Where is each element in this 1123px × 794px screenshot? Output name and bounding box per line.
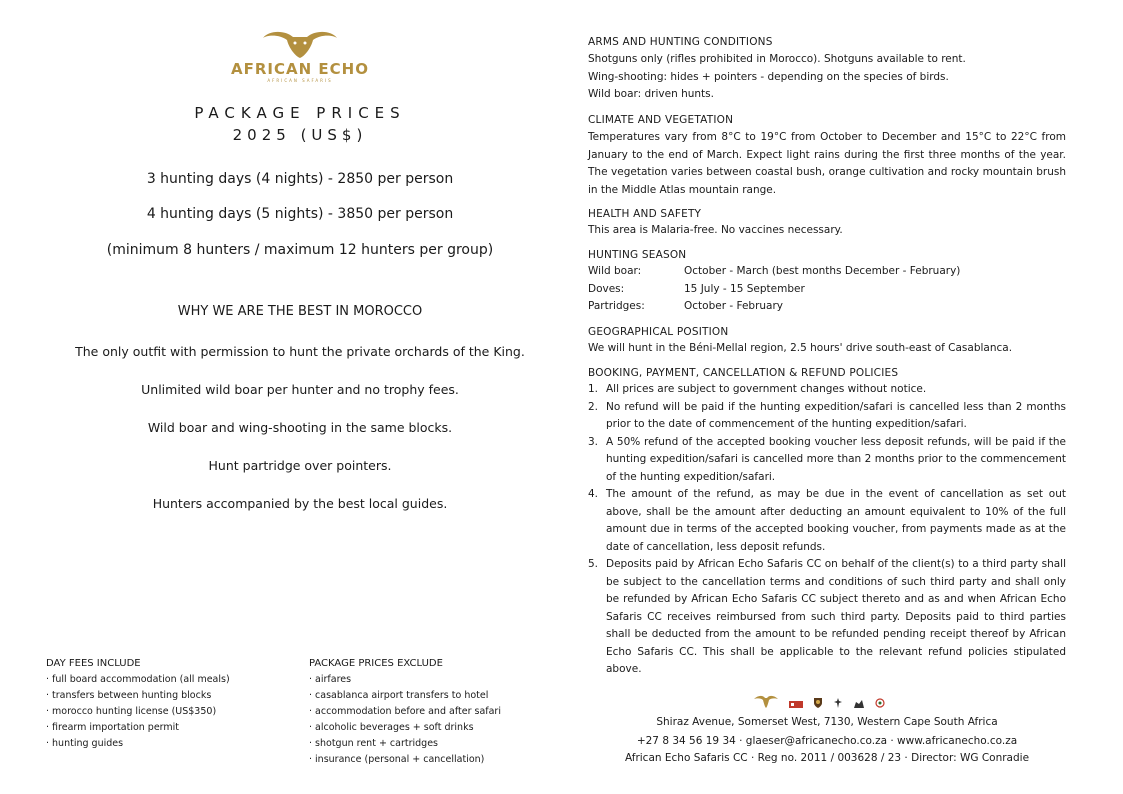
policy-item	[588, 434, 1066, 487]
include-item: · morocco hunting license (US$350)	[46, 706, 217, 717]
season-dates: October - February	[684, 300, 784, 312]
section-title: GEOGRAPHICAL POSITION	[588, 326, 729, 338]
season-dates: October - March (best months December - February)	[684, 265, 961, 277]
price-line: 3 hunting days (4 nights) - 2850 per person	[146, 171, 454, 187]
include-item: · full board accommodation (all meals)	[46, 674, 230, 685]
policy-item	[588, 486, 1066, 556]
reason-item: Hunters accompanied by the best local guides.	[152, 496, 448, 511]
policy-number: 2.	[588, 400, 599, 413]
reason-item: Wild boar and wing-shooting in the same blocks.	[147, 420, 453, 435]
group-size-line: (minimum 8 hunters / maximum 12 hunters per group)	[106, 242, 494, 258]
crest-logo-icon	[875, 694, 885, 713]
policy-number: 3.	[588, 435, 599, 448]
association-logos	[753, 694, 885, 713]
exclude-item: · accommodation before and after safari	[309, 706, 501, 717]
policy-number: 5.	[588, 558, 599, 570]
policy-item	[588, 381, 1066, 399]
footer-address: Shiraz Avenue, Somerset West, 7130, Western Cape South Africa	[656, 716, 998, 728]
policy-text: A 50% refund of the accepted booking voucher less deposit refunds, will be paid if the hunting expedition/safari is cancelled more than 2 months prior to the commencement of the hunting expedition/safari.	[606, 435, 1066, 483]
price-line: 4 hunting days (5 nights) - 3850 per person	[146, 206, 454, 222]
health-section	[588, 208, 1066, 240]
exclude-item: · airfares	[309, 674, 352, 685]
arms-line: Shotguns only (rifles prohibited in Morocco). Shotguns available to rent.	[588, 53, 966, 65]
exclude-title: PACKAGE PRICES EXCLUDE	[309, 658, 443, 669]
policy-item	[588, 399, 1066, 434]
section-title: ARMS AND HUNTING CONDITIONS	[588, 36, 773, 48]
arms-line: Wing-shooting: hides + pointers - depending on the species of birds.	[588, 70, 949, 83]
section-title: HUNTING SEASON	[588, 249, 687, 261]
brand-tagline: AFRICAN SAFARIS	[267, 78, 333, 83]
section-title: BOOKING, PAYMENT, CANCELLATION & REFUND POLICIES	[588, 367, 899, 379]
geo-section	[588, 326, 1066, 358]
climate-text: Temperatures vary from 8°C to 19°C from October to December and 15°C to 22°C from January to the end of March. Expect light rains during the first three months of the year. The vegetation varies between coastal bush, orange cultivation and rocky mountain brush in the Middle Atlas mountain range.	[588, 131, 1066, 196]
arms-section	[588, 36, 1066, 104]
include-item: · transfers between hunting blocks	[46, 690, 212, 701]
buffalo-head-icon	[255, 28, 345, 60]
reason-item: Unlimited wild boar per hunter and no trophy fees.	[141, 382, 459, 397]
season-row	[588, 298, 1066, 316]
policy-list	[588, 381, 1066, 679]
season-species: Wild boar:	[588, 265, 642, 277]
include-title: DAY FEES INCLUDE	[46, 658, 141, 669]
package-subtitle: 2025 (US$)	[232, 126, 368, 144]
footer-contact: +27 8 34 56 19 34 · glaeser@africanecho.co.za · www.africanecho.co.za	[636, 735, 1018, 747]
exclude-item: · casablanca airport transfers to hotel	[309, 690, 489, 701]
hunter-logo-icon	[833, 694, 843, 713]
why-title: WHY WE ARE THE BEST IN MOROCCO	[177, 304, 423, 319]
policy-number: 1.	[588, 383, 599, 395]
policy-item	[588, 556, 1066, 679]
right-column	[588, 0, 1068, 794]
policy-number: 4.	[588, 488, 599, 500]
policy-text: The amount of the refund, as may be due in the event of cancellation as set out above, shall be the amount after deducting an amount equivalent to 10% of the full amount due in terms of the accepted booking voucher, from payments made as at the date of cancellation, less deposit refunds.	[606, 488, 1066, 553]
booking-section	[588, 367, 1066, 679]
include-item: · hunting guides	[46, 738, 124, 749]
package-title: PACKAGE PRICES	[194, 104, 406, 122]
sci-logo-icon	[789, 694, 803, 713]
section-title: CLIMATE AND VEGETATION	[588, 114, 734, 126]
health-text: This area is Malaria-free. No vaccines necessary.	[588, 224, 843, 236]
include-item: · firearm importation permit	[46, 722, 180, 733]
reason-item: The only outfit with permission to hunt the private orchards of the King.	[75, 344, 525, 359]
season-dates: 15 July - 15 September	[684, 282, 805, 295]
brand-logo	[230, 28, 370, 83]
exclude-item: · alcoholic beverages + soft drinks	[309, 722, 474, 733]
policy-text: Deposits paid by African Echo Safaris CC on behalf of the client(s) to a third party shall be subject to the cancellation terms and conditions of such third party and shall only be refunded by African Echo Safaris CC subject thereto and as and when African Echo Safaris CC receives reimbursed from such third party. Deposits paid to third parties shall be deducted from the amount to be refunded pending receipt thereof by African Echo Safaris CC. This shall be applicable to the relevant refund policies stipulated above.	[606, 558, 1066, 675]
geo-text: We will hunt in the Béni-Mellal region, 2.5 hours' drive south-east of Casablanca.	[588, 342, 1013, 354]
season-species: Partridges:	[588, 300, 645, 312]
climate-section	[588, 114, 1066, 199]
day-fees-include	[46, 656, 296, 752]
policy-text: All prices are subject to government changes without notice.	[606, 383, 927, 395]
exclude-item: · shotgun rent + cartridges	[309, 738, 439, 749]
club-logo-icon	[853, 694, 865, 713]
policy-text: No refund will be paid if the hunting expedition/safari is cancelled less than 2 months prior to the date of commencement of the hunting expedition/safari.	[606, 400, 1066, 430]
shield-logo-icon	[813, 694, 823, 713]
exclude-item: · insurance (personal + cancellation)	[309, 754, 485, 765]
buffalo-logo-icon	[753, 694, 779, 713]
season-row	[588, 263, 1066, 281]
package-prices-exclude	[309, 656, 549, 768]
season-row	[588, 281, 1066, 299]
reason-item: Hunt partridge over pointers.	[208, 458, 392, 473]
brand-name: AFRICAN ECHO	[231, 60, 369, 78]
arms-line: Wild boar: driven hunts.	[588, 88, 714, 100]
section-title: HEALTH AND SAFETY	[588, 208, 702, 220]
season-species: Doves:	[588, 282, 625, 295]
season-section	[588, 249, 1066, 316]
footer-registration: African Echo Safaris CC · Reg no. 2011 / 003628 / 23 · Director: WG Conradie	[624, 752, 1030, 764]
